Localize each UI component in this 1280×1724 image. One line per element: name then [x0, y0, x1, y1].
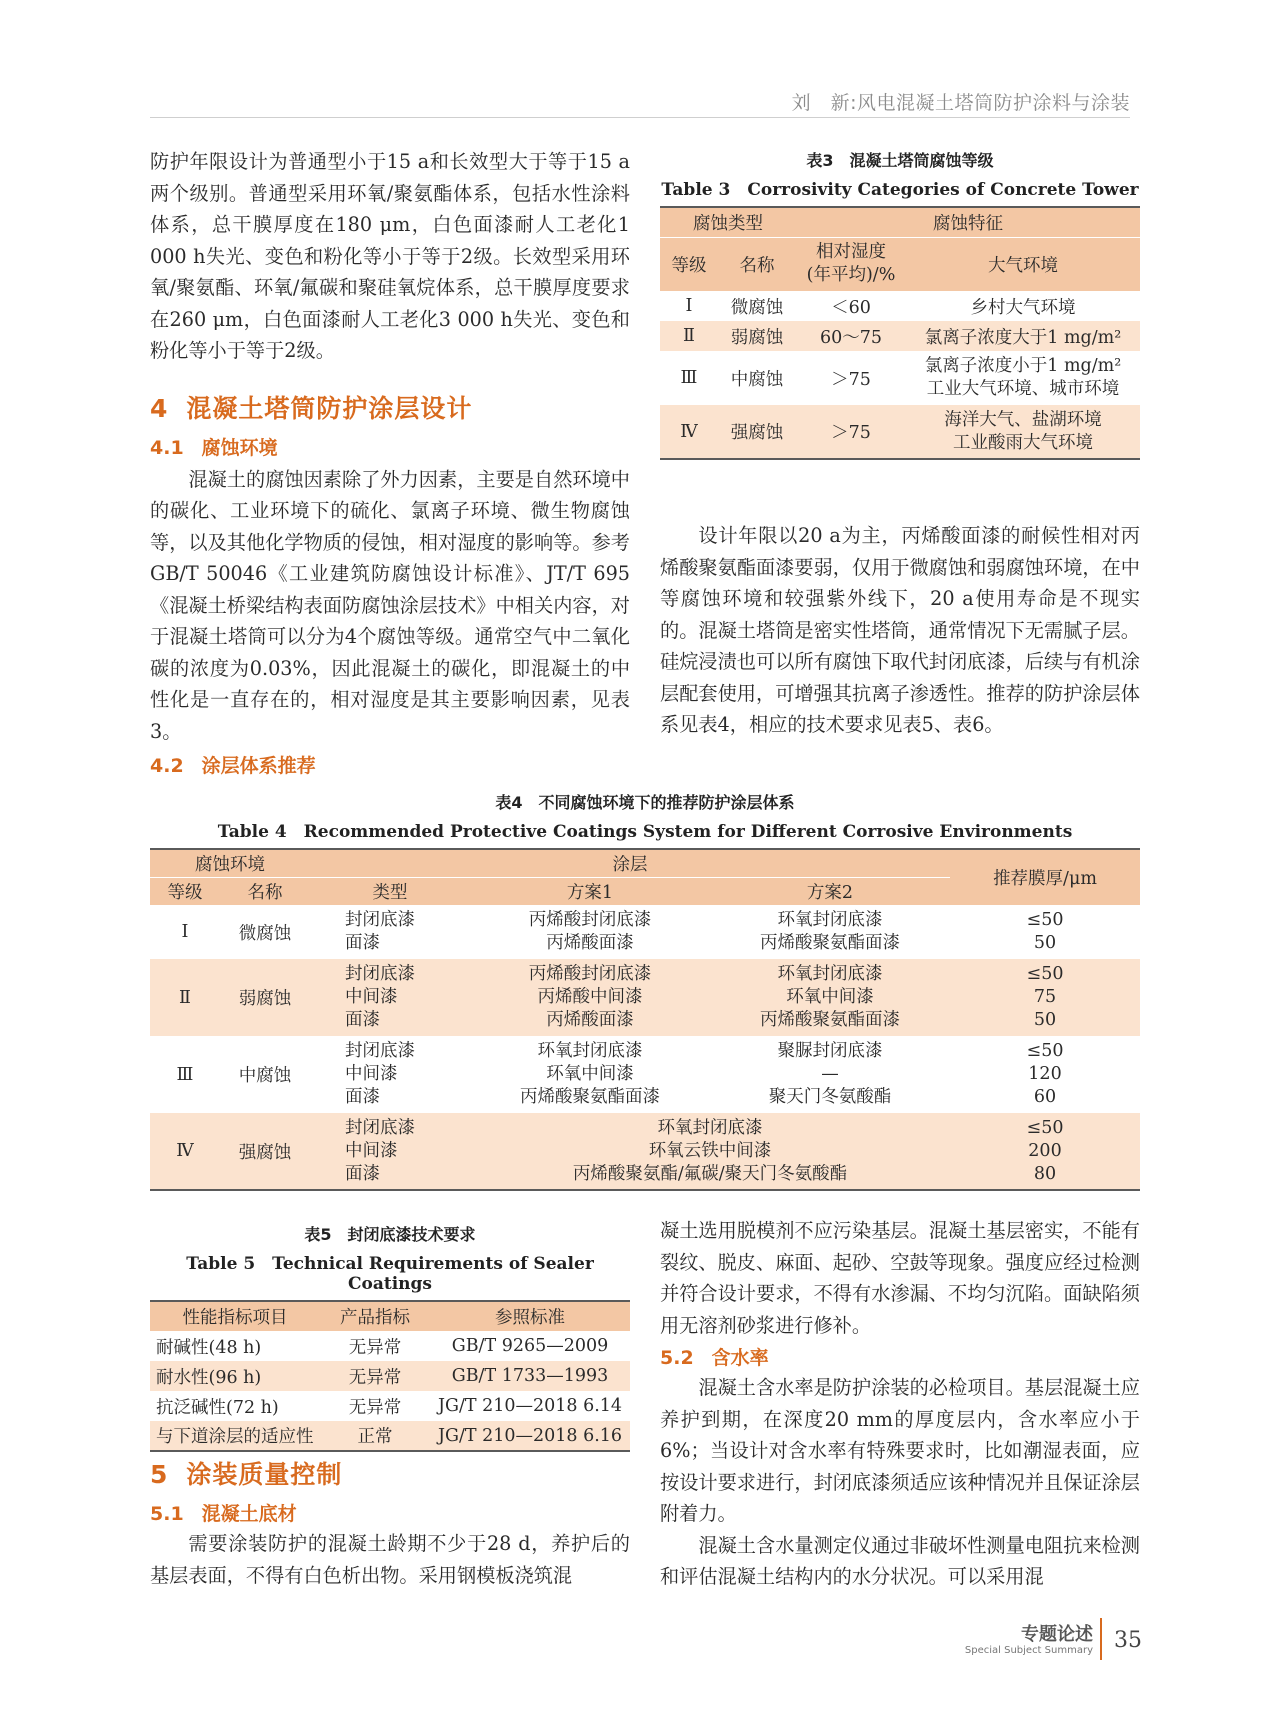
table-cell: ≤50 120 60: [1026, 1041, 1064, 1107]
table-cell: Ⅳ: [680, 421, 698, 442]
table-cell: Ⅰ: [685, 296, 693, 316]
table-5: [150, 1300, 630, 1452]
table-header-cell: 腐蚀特征: [796, 207, 1140, 237]
table-cell: ＜60: [831, 297, 871, 318]
table-cell: 封闭底漆 中间漆 面漆: [345, 1117, 415, 1184]
subsection-number: 5.2: [660, 1347, 694, 1369]
table-cell: 中腐蚀: [730, 369, 784, 390]
section-title: 涂装质量控制: [186, 1460, 343, 1489]
subsection-heading-5-2: [660, 1343, 1140, 1370]
table-header-cell: 等级: [167, 882, 203, 903]
footer-section-cn: 专题论述: [1021, 1624, 1093, 1645]
table-caption-cn: 表3 混凝土塔筒腐蚀等级: [806, 151, 994, 170]
paragraph: 混凝土含水量测定仪通过非破坏性测量电阻抗来检测和评估混凝土结构内的水分状况。可以采用混: [660, 1533, 1140, 1588]
table-header-cell: 参照标准: [495, 1308, 565, 1328]
table-3-block: [660, 148, 1140, 460]
table-row: [150, 1331, 630, 1361]
paragraph: 防护年限设计为普通型小于15 a和长效型大于等于15 a两个级别。普通型采用环氧/聚氨酯体系，包括水性涂料体系，总干膜厚度在180 μm，白色面漆耐人工老化1 000 h失光、变色和粉化等小于等于2级。长效型采用环氧/聚氨酯、环氧/氟碳和聚硅氧烷体系，总干膜厚度要求在260 μm，白色面漆耐人工老化3 000 h失光、变色和粉化等小于等于2级。: [150, 150, 630, 362]
table-header-cell: 名称: [247, 882, 283, 903]
table-header-cell: 方案1: [566, 882, 614, 903]
table-cell: 强腐蚀: [238, 1142, 292, 1163]
table-caption-cn: 表5 封闭底漆技术要求: [304, 1225, 476, 1244]
table-cell: ≤50 200 80: [1026, 1117, 1064, 1184]
table-caption-cn: 表4 不同腐蚀环境下的推荐防护涂层体系: [495, 793, 795, 812]
table-header-cell: 推荐膜厚/μm: [993, 869, 1097, 889]
table-cell: 氯离子浓度大于1 mg/m²: [924, 327, 1122, 348]
table-4: [150, 848, 1140, 1191]
table-cell: ＞75: [831, 423, 871, 443]
table-header-cell: 腐蚀类型: [660, 207, 796, 237]
table-cell: Ⅲ: [176, 1064, 194, 1085]
table-row: [660, 405, 1140, 459]
table-header-cell: 产品指标: [340, 1308, 410, 1328]
table-cell: Ⅱ: [683, 326, 695, 346]
paragraph: 设计年限以20 a为主，丙烯酸面漆的耐候性相对丙烯酸聚氨酯面漆要弱，仅用于微腐蚀和弱腐蚀环境，在中等腐蚀环境和较强紫外线下，20 a使用寿命是不现实的。混凝土塔筒是密实性塔筒，通常情况下无需腻子层。硅烷浸渍也可以所有腐蚀下取代封闭底漆，后续与有机涂层配套使用，可增强其抗离子渗透性。推荐的防护涂层体系见表4，相应的技术要求见表5、表6。: [660, 524, 1140, 736]
table-cell: 正常: [357, 1427, 393, 1447]
table-cell: ＞75: [831, 369, 871, 390]
subsection-number: 4.1: [150, 436, 184, 459]
left-column-bottom: [150, 1455, 630, 1591]
table-cell: GB/T 1733—1993: [451, 1366, 609, 1386]
table-cell: 封闭底漆 中间漆 面漆: [345, 964, 415, 1030]
table-cell: 中腐蚀: [238, 1066, 292, 1086]
table-cell: Ⅲ: [680, 368, 698, 388]
paragraph: 混凝土的腐蚀因素除了外力因素，主要是自然环境中的碳化、工业环境下的硫化、氯离子环境、微生物腐蚀等，以及其他化学物质的侵蚀，相对湿度的影响等。参考GB/T 50046《工业建筑防腐蚀设计标准》、JT/T 695《混凝土桥梁结构表面防腐蚀涂层技术》中相关内容，对于混凝土塔筒可以分为4个腐蚀等级。通常空气中二氧化碳的浓度为0.03%，因此混凝土的碳化，即混凝土的中性化是一直存在的，相对湿度是其主要影响因素，见表3。: [150, 467, 630, 743]
table-caption-en: Table 5 Technical Requirements of Sealer Coatings: [186, 1254, 594, 1294]
table-header-cell: 相对湿度 (年平均)/%: [806, 242, 896, 286]
table-header-cell: 涂层: [310, 849, 950, 877]
table-row: [660, 291, 1140, 321]
table-row: [150, 1113, 1140, 1190]
table-cell: 海洋大气、盐湖环境 工业酸雨大气环境: [944, 409, 1102, 453]
table-cell: 氯离子浓度小于1 mg/m² 工业大气环境、城市环境: [924, 356, 1122, 399]
table-header-cell: 等级: [671, 255, 707, 276]
table-cell: 60～75: [819, 327, 883, 348]
subsection-title: 含水率: [711, 1347, 769, 1369]
table-cell: 无异常: [348, 1337, 402, 1358]
table-cell: 微腐蚀: [238, 923, 292, 944]
table-cell: 封闭底漆 中间漆 面漆: [345, 1041, 415, 1107]
table-row: [150, 1391, 630, 1421]
table-cell: 封闭底漆 面漆: [345, 910, 415, 953]
header-rule: [150, 117, 1130, 118]
section-heading-5: [150, 1455, 630, 1491]
table-header-cell: 方案2: [806, 882, 854, 903]
table-row: [660, 351, 1140, 405]
paragraph: 凝土选用脱模剂不应污染基层。混凝土基层密实，不能有裂纹、脱皮、麻面、起砂、空鼓等现象。强度应经过检测并符合设计要求，不得有水渗漏、不均匀沉陷。面缺陷须用无溶剂砂浆进行修补。: [660, 1219, 1140, 1337]
table-row: [150, 905, 1140, 959]
table-row: [660, 321, 1140, 351]
table-cell: 与下道涂层的适应性: [156, 1427, 314, 1447]
subsection-heading-4-2: [150, 751, 630, 778]
table-cell: 环氧封闭底漆 环氧中间漆 丙烯酸聚氨酯面漆: [520, 1041, 660, 1107]
left-column-top: [150, 146, 630, 778]
subsection-number: 5.1: [150, 1503, 184, 1525]
right-column-bottom: [660, 1215, 1140, 1593]
subsection-title: 涂层体系推荐: [201, 755, 316, 777]
footer-divider: [1100, 1618, 1102, 1660]
section-heading-4: [150, 389, 630, 425]
table-cell: 弱腐蚀: [730, 327, 784, 348]
table-cell: ≤50 50: [1026, 910, 1064, 953]
table-cell: 微腐蚀: [730, 297, 784, 318]
running-header: 刘 新:风电混凝土塔筒防护涂料与涂装: [791, 92, 1130, 114]
table-cell: 强腐蚀: [730, 423, 784, 443]
footer-section-en: Special Subject Summary: [964, 1645, 1093, 1656]
paragraph: 需要涂装防护的混凝土龄期不少于28 d，养护后的基层表面，不得有白色析出物。采用钢模板浇筑混: [150, 1532, 630, 1587]
table-row: [150, 1036, 1140, 1113]
table-cell: JG/T 210—2018 6.16: [437, 1425, 623, 1446]
table-cell: Ⅳ: [176, 1141, 194, 1161]
table-header-cell: 名称: [739, 255, 775, 276]
table-cell: 耐水性(96 h): [156, 1367, 262, 1388]
table-4-block: [150, 790, 1140, 1191]
subsection-number: 4.2: [150, 755, 184, 777]
paragraph: 混凝土含水率是防护涂装的必检项目。基层混凝土应养护到期，在深度20 mm的厚度层内，含水率应小于6%；当设计对含水率有特殊要求时，比如潮湿表面，应按设计要求进行，封闭底漆须适应该种情况并且保证涂层附着力。: [660, 1376, 1140, 1525]
section-number: 5: [150, 1460, 169, 1489]
table-3: [660, 206, 1140, 460]
right-column-top: [660, 520, 1140, 741]
table-header-cell: 大气环境: [988, 255, 1058, 276]
table-cell: 耐碱性(48 h): [156, 1337, 262, 1358]
table-caption-en: Table 3 Corrosivity Categories of Concrete Tower: [661, 180, 1139, 200]
table-header-cell: 性能指标项目: [182, 1308, 288, 1328]
table-cell: 抗泛碱性(72 h): [156, 1397, 279, 1418]
table-cell: 弱腐蚀: [238, 989, 292, 1009]
subsection-heading-5-1: [150, 1499, 630, 1526]
table-cell: 丙烯酸封闭底漆 丙烯酸中间漆 丙烯酸面漆: [528, 964, 652, 1030]
subsection-title: 腐蚀环境: [201, 436, 278, 459]
table-cell: 无异常: [348, 1397, 402, 1418]
table-row: [150, 1421, 630, 1451]
table-cell: 环氧封闭底漆 环氧中间漆 丙烯酸聚氨酯面漆: [760, 964, 900, 1030]
subsection-title: 混凝土底材: [201, 1503, 297, 1525]
page-number: 35: [1114, 1628, 1142, 1653]
subsection-heading-4-1: [150, 433, 630, 460]
table-header-cell: 类型: [372, 882, 408, 903]
table-cell: 环氧封闭底漆 丙烯酸聚氨酯面漆: [760, 910, 900, 953]
table-cell: 聚脲封闭底漆 — 聚天门冬氨酸酯: [768, 1041, 892, 1107]
table-caption-en: Table 4 Recommended Protective Coatings System for Different Corrosive Environments: [217, 822, 1073, 842]
table-header-cell: 腐蚀环境: [150, 849, 310, 877]
table-cell: 无异常: [348, 1367, 402, 1388]
table-cell: Ⅱ: [179, 987, 191, 1008]
table-row: [150, 1361, 630, 1391]
table-row: [150, 959, 1140, 1036]
section-number: 4: [150, 393, 169, 423]
table-5-block: [150, 1222, 630, 1452]
table-cell: 丙烯酸封闭底漆 丙烯酸面漆: [528, 910, 652, 953]
table-cell: GB/T 9265—2009: [451, 1336, 609, 1356]
table-cell: 乡村大气环境: [970, 297, 1076, 318]
table-cell: 环氧封闭底漆 环氧云铁中间漆 丙烯酸聚氨酯/氟碳/聚天门冬氨酸酯: [572, 1117, 848, 1184]
table-cell: Ⅰ: [181, 922, 189, 942]
table-cell: JG/T 210—2018 6.14: [437, 1396, 623, 1416]
table-cell: ≤50 75 50: [1026, 964, 1064, 1030]
section-title: 混凝土塔筒防护涂层设计: [186, 393, 473, 423]
